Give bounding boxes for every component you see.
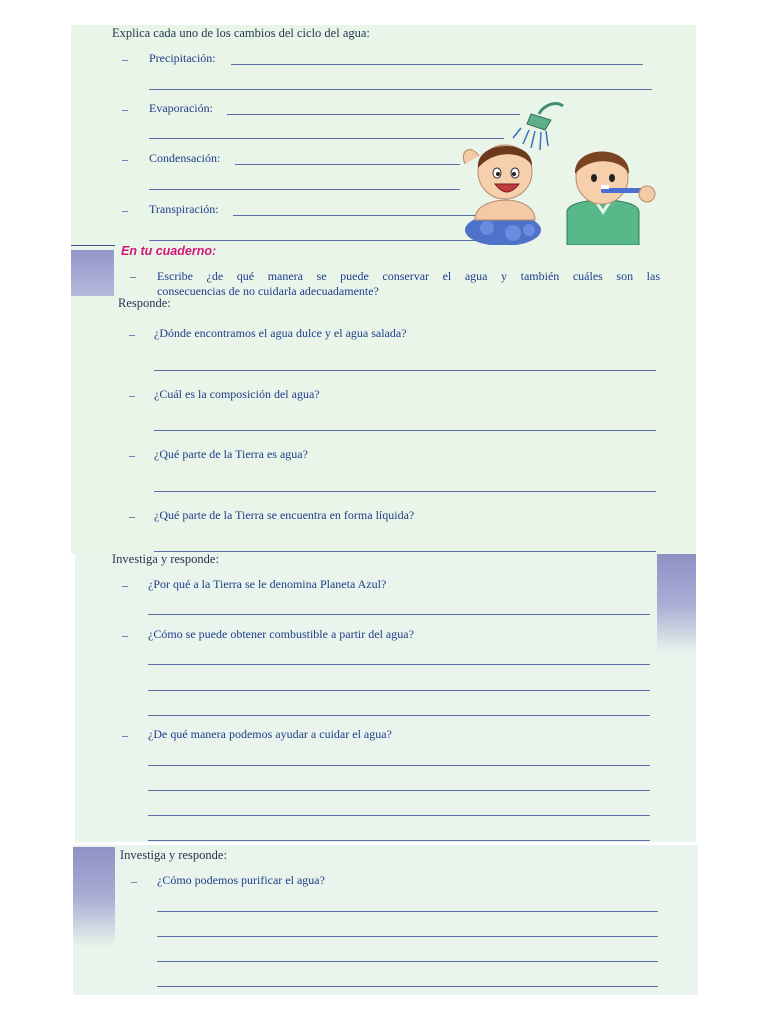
- condensacion-answer-line-2[interactable]: [149, 189, 460, 190]
- answer-line[interactable]: [148, 715, 650, 716]
- kids-shower-toothbrush-illustration: [455, 100, 670, 245]
- answer-line[interactable]: [148, 690, 650, 691]
- answer-line[interactable]: [154, 491, 656, 492]
- notebook-title: En tu cuaderno:: [121, 244, 217, 258]
- answer-line[interactable]: [157, 961, 658, 962]
- dash-bullet: –: [129, 509, 135, 523]
- answer-line[interactable]: [154, 551, 656, 552]
- precipitacion-answer-line-1[interactable]: [231, 64, 643, 65]
- question-water-composition: ¿Cuál es la composición del agua?: [154, 387, 320, 401]
- answer-line[interactable]: [148, 790, 650, 791]
- notebook-instruction-line-2: consecuencias de no cuidarla adecuadamente?: [157, 284, 379, 298]
- answer-line[interactable]: [148, 765, 650, 766]
- question-help-care-water: ¿De qué manera podemos ayudar a cuidar el agua?: [148, 727, 392, 741]
- dash-bullet: –: [129, 327, 135, 341]
- question-earth-water-part: ¿Qué parte de la Tierra es agua?: [154, 447, 308, 461]
- answer-line[interactable]: [148, 815, 650, 816]
- question-fresh-salt-water: ¿Dónde encontramos el agua dulce y el agua salada?: [154, 326, 407, 340]
- dash-bullet: –: [122, 203, 128, 217]
- precipitacion-label: Precipitación:: [149, 51, 216, 65]
- dash-bullet: –: [129, 388, 135, 402]
- question-earth-liquid-part: ¿Qué parte de la Tierra se encuentra en forma líquida?: [154, 508, 415, 522]
- notebook-instruction: [157, 269, 660, 284]
- dash-bullet: –: [122, 728, 128, 742]
- question-blue-planet: ¿Por qué a la Tierra se le denomina Planeta Azul?: [148, 577, 387, 591]
- answer-line[interactable]: [154, 430, 656, 431]
- condensacion-label: Condensación:: [149, 151, 221, 165]
- dash-bullet: –: [131, 874, 137, 888]
- dash-bullet: –: [122, 628, 128, 642]
- answer-line[interactable]: [157, 986, 658, 987]
- section-investigate-tab: [657, 554, 696, 654]
- condensacion-answer-line-1[interactable]: [235, 164, 460, 165]
- shower-head-icon: [513, 104, 563, 150]
- transpiracion-answer-line-1[interactable]: [233, 215, 476, 216]
- section-purify-panel: [73, 845, 698, 995]
- answer-line[interactable]: [157, 911, 658, 912]
- dash-bullet: –: [122, 102, 128, 116]
- dash-bullet: –: [129, 448, 135, 462]
- question-purify-water: ¿Cómo podemos purificar el agua?: [157, 873, 325, 887]
- section-notebook-tab: [71, 250, 114, 296]
- investigate-heading: Investiga y responde:: [112, 552, 219, 566]
- evaporacion-label: Evaporación:: [149, 101, 213, 115]
- purify-heading: Investiga y responde:: [120, 848, 227, 862]
- section-cycle-heading: Explica cada uno de los cambios del ciclo del agua:: [112, 26, 370, 40]
- dash-bullet: –: [122, 52, 128, 66]
- respond-heading: Responde:: [118, 296, 171, 310]
- answer-line[interactable]: [157, 936, 658, 937]
- notebook-title-rule: [71, 245, 115, 246]
- answer-line[interactable]: [148, 840, 650, 841]
- transpiracion-answer-line-2[interactable]: [149, 240, 479, 241]
- section-purify-tab: [73, 847, 115, 947]
- notebook-instruction-line-1: Escribe ¿de qué manera se puede conservar el agua y también cuáles son las: [157, 269, 660, 283]
- boy-showering-icon: [463, 145, 541, 245]
- dash-bullet: –: [130, 269, 136, 283]
- question-fuel-from-water: ¿Cómo se puede obtener combustible a partir del agua?: [148, 627, 414, 641]
- transpiracion-label: Transpiración:: [149, 202, 219, 216]
- answer-line[interactable]: [148, 664, 650, 665]
- precipitacion-answer-line-2[interactable]: [149, 89, 652, 90]
- dash-bullet: –: [122, 578, 128, 592]
- dash-bullet: –: [122, 152, 128, 166]
- answer-line[interactable]: [148, 614, 650, 615]
- answer-line[interactable]: [154, 370, 656, 371]
- boy-brushing-teeth-icon: [567, 152, 655, 246]
- evaporacion-answer-line-2[interactable]: [149, 138, 504, 139]
- section-investigate-panel: [75, 554, 696, 842]
